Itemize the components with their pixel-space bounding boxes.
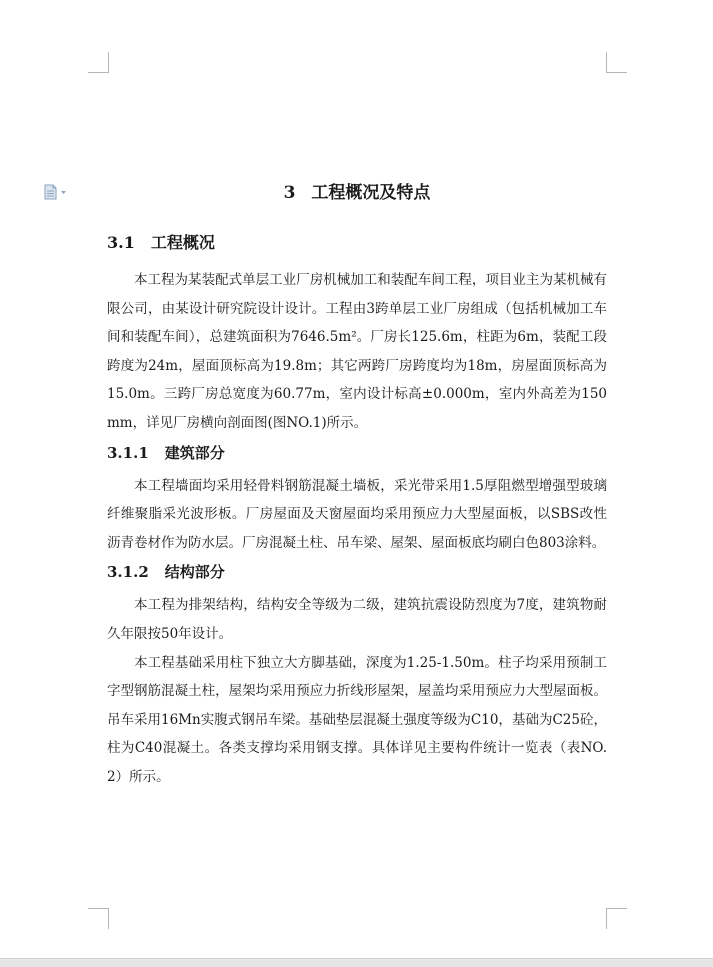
section-title: 工程概况 [150,233,215,252]
paragraph-structure-1: 本工程为排架结构，结构安全等级为二级，建筑抗震设防烈度为7度，建筑物耐久年限按50年设计。 [107,597,607,642]
section-number: 3.1 [107,233,135,252]
chevron-down-icon [61,191,66,194]
section-title: 建筑部分 [164,443,225,462]
section-title: 结构部分 [164,563,225,582]
document-body [107,176,607,792]
document-icon [44,184,70,200]
chapter-number: 3 [283,183,296,203]
paragraph-overview: 本工程为某装配式单层工业厂房机械加工和装配车间工程，项目业主为某机械有限公司，由某设计研究院设计设计。工程由3跨单层工业厂房组成（包括机械加工车间和装配车间），总建筑面积为7646.5m²。厂房长125.6m，柱距为6m，装配工段跨度为24m，屋面顶标高为19.8m；其它两跨厂房跨度均为18m，房屋面顶标高为15.0m。三跨厂房总宽度为60.77m，室内设计标高±0.000m，室内外高差为150mm，详见厂房横向剖面图(图NO.1)所示。 [107,272,607,431]
section-number: 3.1.1 [107,443,149,462]
section-number: 3.1.2 [107,563,149,582]
section-heading-3-1-2 [107,559,607,585]
chapter-title [107,176,607,210]
paragraph-structure-2: 本工程基础采用柱下独立大方脚基础，深度为1.25-1.50m。柱子均采用预制工字型钢筋混凝土柱，屋架均采用预应力折线形屋架，屋盖均采用预应力大型屋面板。吊车采用16Mn实腹式钢吊车梁。基础垫层混凝土强度等级为C10，基础为C25砼，柱为C40混凝土。各类支撑均采用钢支撑。具体详见主要构件统计一览表（表NO.2）所示。 [107,654,607,785]
crop-mark-top-left [88,52,109,73]
section-heading-3-1 [107,230,607,256]
chapter-title-text: 工程概况及特点 [311,183,431,203]
crop-mark-bottom-right [606,908,627,929]
paragraph-architecture: 本工程墙面均采用轻骨料钢筋混凝土墙板，采光带采用1.5厚阻燃型增强型玻璃纤维聚脂采光波形板。厂房屋面及天窗屋面均采用预应力大型屋面板，以SBS改性沥青卷材作为防水层。厂房混凝土柱、吊车梁、屋架、屋面板底均刷白色803涂料。 [107,477,607,551]
crop-mark-top-right [606,52,627,73]
section-heading-3-1-1 [107,440,607,466]
crop-mark-bottom-left [88,908,109,929]
paragraph-options-button[interactable] [44,184,70,200]
